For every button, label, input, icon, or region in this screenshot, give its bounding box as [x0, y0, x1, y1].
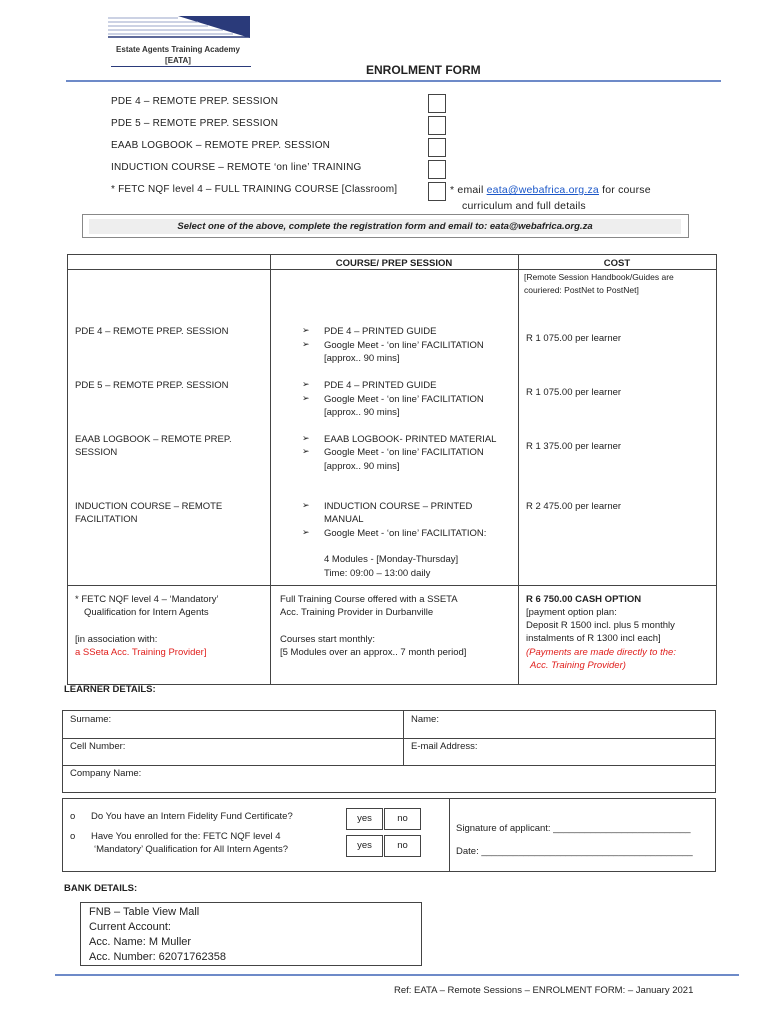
- fetc-note-line2: curriculum and full details: [462, 200, 586, 212]
- course-item: PDE 4 – PRINTED GUIDE: [324, 380, 437, 391]
- table-divider: [68, 585, 716, 586]
- question-text: Have You enrolled for the: FETC NQF level 4: [91, 831, 281, 842]
- arrow-bullet-icon: ➢: [302, 325, 310, 335]
- question-bullet: o: [70, 811, 76, 822]
- course-schedule: Time: 09:00 – 13:00 daily: [324, 568, 431, 579]
- logo-name: Estate Agents Training Academy: [116, 45, 240, 54]
- no-option[interactable]: no: [384, 808, 421, 830]
- option-label-pde4: PDE 4 – REMOTE PREP. SESSION: [111, 96, 279, 107]
- learner-details-heading: LEARNER DETAILS:: [64, 684, 156, 695]
- course-item: Google Meet - ‘on line’ FACILITATION: [324, 447, 484, 458]
- bank-line: Acc. Name: M Muller: [89, 936, 192, 948]
- cell-number-label: Cell Number:: [70, 741, 126, 752]
- bank-line: Current Account:: [89, 921, 171, 933]
- fetc-payment-note: Acc. Training Provider): [530, 660, 626, 671]
- course-item: Google Meet - ‘on line’ FACILITATION: [324, 394, 484, 405]
- cost-note: couriered: PostNet to PostNet]: [524, 285, 639, 295]
- column-header-course: COURSE/ PREP SESSION: [335, 258, 453, 269]
- fetc-description: [5 Modules over an approx.. 7 month period]: [280, 647, 467, 658]
- fetc-payment-note: (Payments are made directly to the:: [526, 647, 676, 658]
- course-item: PDE 4 – PRINTED GUIDE: [324, 326, 437, 337]
- course-duration: [approx.. 90 mins]: [324, 407, 400, 418]
- date-field[interactable]: Date: ________________________________________: [456, 846, 693, 857]
- fetc-description: Acc. Training Provider in Durbanville: [280, 607, 434, 618]
- title-divider: [66, 80, 721, 82]
- course-item: MANUAL: [324, 514, 364, 525]
- fetc-note: [450, 184, 651, 196]
- fetc-cost-detail: Deposit R 1500 incl. plus 5 monthly: [526, 620, 675, 631]
- logo-rule: [111, 66, 251, 67]
- questions-box: [62, 798, 716, 872]
- bank-details-heading: BANK DETAILS:: [64, 883, 138, 894]
- course-cost: R 1 375.00 per learner: [526, 441, 622, 452]
- option-label-pde5: PDE 5 – REMOTE PREP. SESSION: [111, 118, 279, 129]
- fetc-description: Full Training Course offered with a SSETA: [280, 594, 458, 605]
- course-name: PDE 4 – REMOTE PREP. SESSION: [75, 326, 229, 337]
- course-name: PDE 5 – REMOTE PREP. SESSION: [75, 380, 229, 391]
- table-divider: [63, 765, 715, 766]
- course-name: FACILITATION: [75, 514, 138, 525]
- fetc-note-prefix: * email: [450, 184, 484, 196]
- question-bullet: o: [70, 831, 76, 842]
- fetc-association: a SSeta Acc. Training Provider]: [75, 647, 207, 658]
- option-checkbox-pde4[interactable]: [428, 94, 446, 113]
- footer-reference: Ref: EATA – Remote Sessions – ENROLMENT FORM: – January 2021: [394, 985, 694, 996]
- logo-abbr: [EATA]: [165, 56, 191, 65]
- fetc-cost-detail: instalments of R 1300 incl each]: [526, 633, 661, 644]
- option-checkbox-induction[interactable]: [428, 160, 446, 179]
- email-label: E-mail Address:: [411, 741, 478, 752]
- instruction-text: Select one of the above, complete the registration form and email to: eata@webafrica.org.za: [89, 219, 681, 234]
- bank-line: Acc. Number: 62071762358: [89, 951, 226, 963]
- option-checkbox-eaab[interactable]: [428, 138, 446, 157]
- column-header-cost: COST: [603, 258, 631, 269]
- name-field[interactable]: [448, 714, 708, 734]
- course-duration: [approx.. 90 mins]: [324, 461, 400, 472]
- course-item: EAAB LOGBOOK- PRINTED MATERIAL: [324, 434, 497, 445]
- surname-label: Surname:: [70, 714, 112, 725]
- course-cost: R 1 075.00 per learner: [526, 387, 622, 398]
- name-label: Name:: [411, 714, 439, 725]
- table-divider: [518, 255, 519, 684]
- company-name-field[interactable]: [155, 768, 705, 788]
- surname-field[interactable]: [133, 714, 393, 734]
- logo-text: [103, 44, 253, 66]
- logo-graphic: [108, 16, 250, 38]
- option-label-induction: INDUCTION COURSE – REMOTE ‘on line’ TRAINING: [111, 162, 362, 173]
- question-text: ‘Mandatory’ Qualification for All Intern Agents?: [94, 844, 288, 855]
- course-item: INDUCTION COURSE – PRINTED: [324, 501, 473, 512]
- table-divider: [270, 255, 271, 684]
- yes-option[interactable]: yes: [346, 808, 383, 830]
- no-option[interactable]: no: [384, 835, 421, 857]
- option-label-fetc: * FETC NQF level 4 – FULL TRAINING COURSE [Classroom]: [111, 184, 398, 195]
- course-table: [67, 254, 717, 685]
- course-schedule: 4 Modules - [Monday-Thursday]: [324, 554, 459, 565]
- yes-option[interactable]: yes: [346, 835, 383, 857]
- instruction-banner: [82, 214, 689, 238]
- footer-divider: [55, 974, 739, 976]
- course-name: INDUCTION COURSE – REMOTE: [75, 501, 223, 512]
- cost-note: [Remote Session Handbook/Guides are: [524, 272, 674, 282]
- email-link[interactable]: eata@webafrica.org.za: [486, 184, 599, 196]
- course-item: Google Meet - ‘on line’ FACILITATION: [324, 340, 484, 351]
- bank-details-box: [80, 902, 422, 966]
- option-checkbox-pde5[interactable]: [428, 116, 446, 135]
- fetc-name: Qualification for Intern Agents: [84, 607, 209, 618]
- arrow-bullet-icon: ➢: [302, 433, 310, 443]
- fetc-name: * FETC NQF level 4 – ‘Mandatory’: [75, 594, 219, 605]
- learner-details-box: [62, 710, 716, 793]
- fetc-description: Courses start monthly:: [280, 634, 376, 645]
- arrow-bullet-icon: ➢: [302, 500, 310, 510]
- question-text: Do You have an Intern Fidelity Fund Certificate?: [91, 811, 293, 822]
- arrow-bullet-icon: ➢: [302, 339, 310, 349]
- table-divider: [403, 711, 404, 765]
- fetc-cost: R 6 750.00 CASH OPTION: [526, 594, 642, 605]
- course-name: SESSION: [75, 447, 118, 458]
- page-title: ENROLMENT FORM: [366, 63, 481, 77]
- course-duration: [approx.. 90 mins]: [324, 353, 400, 364]
- email-field[interactable]: [503, 741, 708, 761]
- course-cost: R 2 475.00 per learner: [526, 501, 622, 512]
- table-divider: [63, 738, 715, 739]
- bank-line: FNB – Table View Mall: [89, 906, 200, 918]
- cell-number-field[interactable]: [143, 741, 393, 761]
- arrow-bullet-icon: ➢: [302, 379, 310, 389]
- option-label-eaab: EAAB LOGBOOK – REMOTE PREP. SESSION: [111, 140, 331, 151]
- option-checkbox-fetc[interactable]: [428, 182, 446, 201]
- arrow-bullet-icon: ➢: [302, 446, 310, 456]
- course-name: EAAB LOGBOOK – REMOTE PREP.: [75, 434, 232, 445]
- fetc-association: [in association with:: [75, 634, 158, 645]
- course-cost: R 1 075.00 per learner: [526, 333, 622, 344]
- arrow-bullet-icon: ➢: [302, 393, 310, 403]
- course-item: Google Meet - ‘on line’ FACILITATION:: [324, 528, 487, 539]
- fetc-cost-detail: [payment option plan:: [526, 607, 617, 618]
- fetc-note-suffix: for course: [602, 184, 651, 196]
- signature-field[interactable]: Signature of applicant: __________________________: [456, 823, 691, 834]
- company-name-label: Company Name:: [70, 768, 142, 779]
- table-divider: [449, 799, 450, 871]
- arrow-bullet-icon: ➢: [302, 527, 310, 537]
